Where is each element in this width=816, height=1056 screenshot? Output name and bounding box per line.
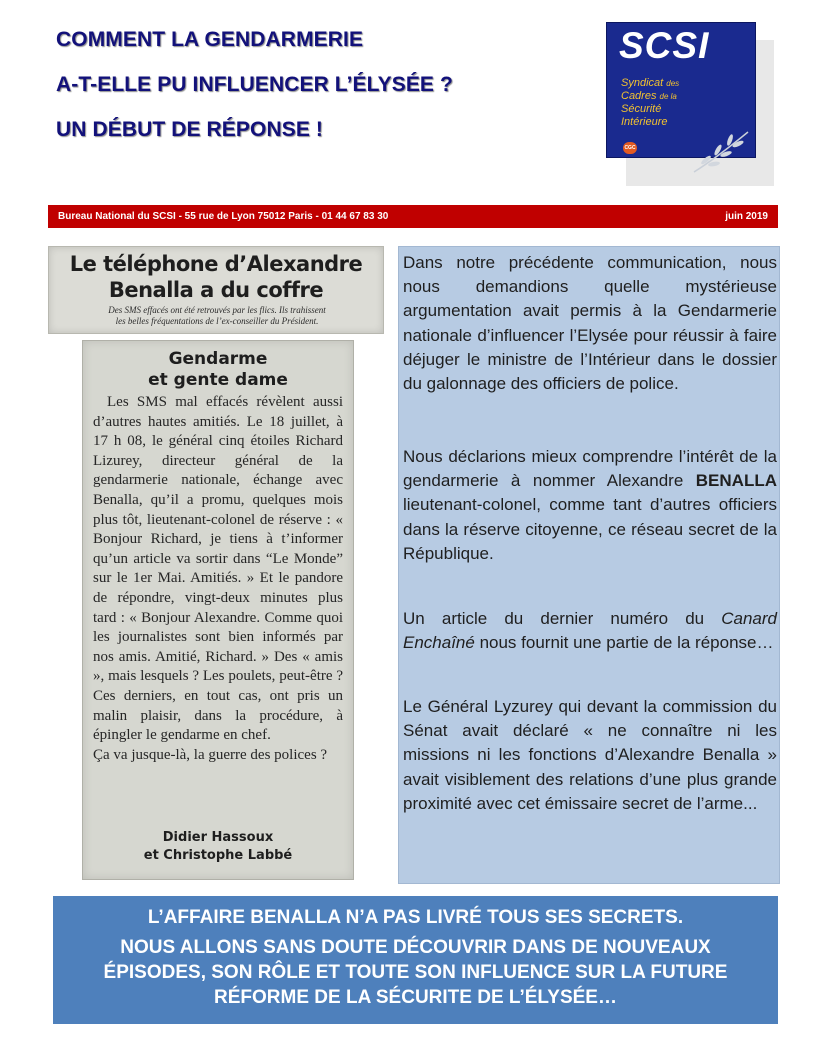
- logo-line-1b: des: [666, 79, 680, 88]
- article-p2-text: Nous déclarions mieux comprendre l’intérêt de la gendarmerie à nommer Alexandre: [403, 447, 777, 491]
- article-p2-text-end: lieutenant-colonel, comme tant d’autres officiers dans la réserve citoyenne, ce réseau secret de la République.: [403, 495, 777, 563]
- banner-line-1: L’AFFAIRE BENALLA N’A PAS LIVRÉ TOUS SES SECRETS.: [147, 907, 684, 928]
- title-line-3: UN DÉBUT DE RÉPONSE !: [56, 118, 323, 141]
- clipping-headline-line-1: Le téléphone d’Alexandre: [69, 252, 363, 276]
- header-date: juin 2019: [725, 211, 768, 222]
- logo-line-1a: Syndicat: [621, 77, 664, 89]
- article-paragraph-4: Le Général Lyzurey qui devant la commission du Sénat avait déclaré « ne connaître ni les missions ni les fonctions d’Alexandre Benalla » avait visiblement des relations d’une plus grande proximité avec cet émissaire secret de l’arme...: [403, 697, 777, 813]
- clipping-subheadline: [61, 305, 373, 327]
- clipping-headline: [49, 251, 383, 303]
- logo-text: [621, 77, 701, 129]
- title-line-2: A-T-ELLE PU INFLUENCER L’ÉLYSÉE ?: [56, 73, 453, 96]
- article-paragraph-1: Dans notre précédente communication, nous nous demandions quelle mystérieuse argumentation avait permis à la Gendarmerie nationale d’influencer l’Elysée pour réussir à faire déjuger le ministre de l’Intérieur dans le dossier du galonnage des officiers de police.: [403, 253, 777, 394]
- olive-branch-icon: [690, 126, 752, 176]
- article-paragraph-3: [403, 607, 777, 655]
- header-bar: [48, 205, 778, 228]
- article-text-box: [398, 246, 780, 884]
- clipping-sub-line-2: les belles fréquentations de l’ex-conseiller du Président.: [115, 316, 319, 326]
- clipping-article-headline-line-1: Gendarme: [168, 349, 268, 369]
- banner-line-3: ÉPISODES, SON RÔLE ET TOUTE SON INFLUENCE SUR LA FUTURE: [103, 962, 728, 983]
- page-title: [56, 26, 576, 161]
- scsi-logo: [606, 22, 774, 186]
- article-p2-bold: BENALLA: [695, 471, 777, 491]
- clipping-sub-line-1: Des SMS effacés ont été retrouvés par les flics. Ils trahissent: [108, 305, 326, 315]
- title-line-1: COMMENT LA GENDARMERIE: [56, 28, 364, 51]
- newspaper-clipping-article: [82, 340, 354, 880]
- banner-line-4: RÉFORME DE LA SÉCURITE DE L’ÉLYSÉE…: [214, 987, 617, 1008]
- clipping-article-signature: [83, 829, 353, 865]
- article-p3-text-end: nous fournit une partie de la réponse…: [474, 633, 774, 653]
- clipping-article-body: Les SMS mal effacés révèlent aussi d’autres hautes amitiés. Le 18 juillet, à 17 h 08, le général cinq étoiles Richard Lizurey, directeur général de la gendarmerie nationale, échange avec Benalla, qu’il a promu, quelques mois plus tôt, lieutenant-colonel de réserve : « Bonjour Richard, je tiens à t’informer qu’un article va sortir dans “Le Monde” sur le 1er Mai. Amitiés. » Et le pandore de répondre, vingt-deux minutes plus tard : « Bonjour Alexandre. Comme quoi les journalistes sont bien informés par nos amis. Amitié, Richard. » Des « amis », mais lesquels ? Les poulets, peut-être ? Ces derniers, en tout cas, ont pris un malin plaisir, dans la procédure, à épingler le gendarme en chef. Ça va jusque-là, la guerre des polices ?: [93, 394, 343, 763]
- clipping-article-headline: [83, 349, 353, 391]
- clipping-headline-line-2: Benalla a du coffre: [108, 278, 324, 302]
- cgc-badge: CGC: [623, 142, 637, 154]
- article-paragraph-2: [403, 445, 777, 566]
- banner-line-2: NOUS ALLONS SANS DOUTE DÉCOUVRIR DANS DE NOUVEAUX: [120, 937, 711, 958]
- logo-line-2b: de la: [659, 92, 677, 101]
- logo-line-4: Intérieure: [621, 116, 668, 128]
- logo-acronym: SCSI: [619, 25, 710, 66]
- newspaper-clipping-headline: [48, 246, 384, 334]
- conclusion-banner: [53, 896, 778, 1024]
- article-p3-text: Un article du dernier numéro du: [403, 609, 722, 628]
- article-p3-italic: Canard Enchaîné: [403, 609, 777, 653]
- clipping-article-headline-line-2: et gente dame: [148, 370, 288, 390]
- header-address: Bureau National du SCSI - 55 rue de Lyon 75012 Paris - 01 44 67 83 30: [58, 211, 389, 222]
- clipping-signature-line-1: Didier Hassoux: [162, 830, 274, 845]
- clipping-signature-line-2: et Christophe Labbé: [143, 848, 293, 863]
- logo-line-2a: Cadres: [621, 90, 657, 102]
- logo-line-3: Sécurité: [621, 103, 662, 115]
